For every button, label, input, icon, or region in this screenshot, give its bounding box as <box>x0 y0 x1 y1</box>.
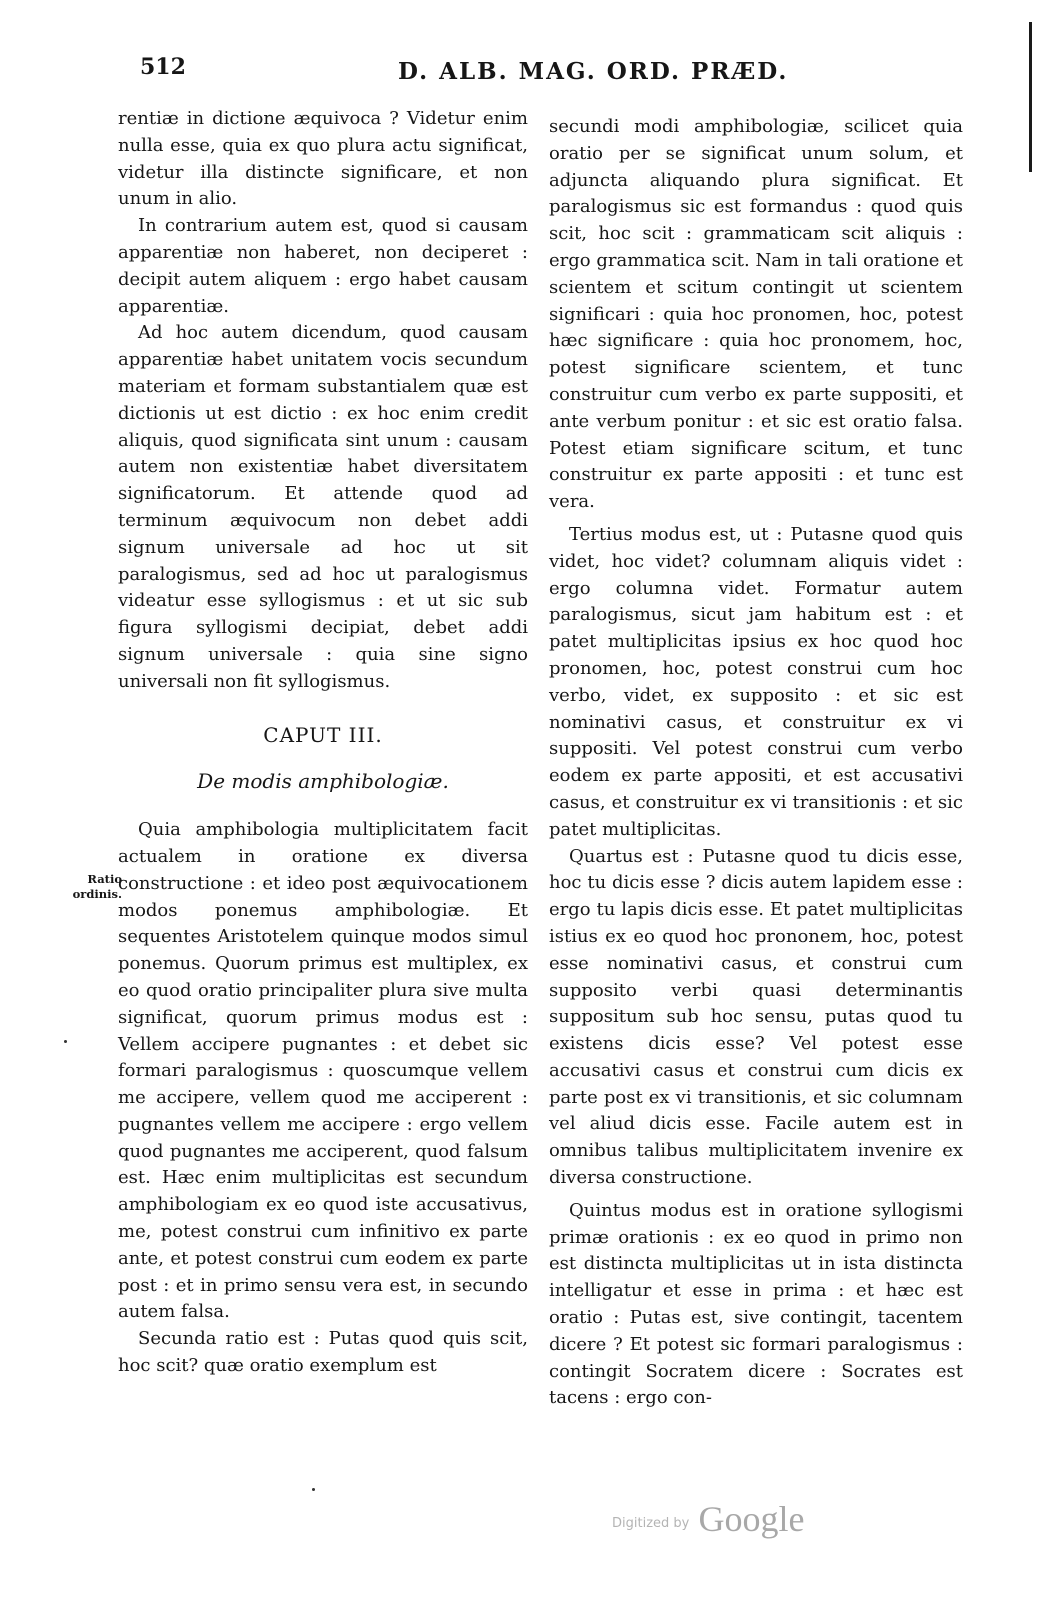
page-edge-line <box>1029 22 1032 172</box>
running-title: D. ALB. MAG. ORD. PRÆD. <box>398 58 789 85</box>
paragraph: Quintus modus est in oratione syllogismi primæ orationis : ex eo quod in primo non est distincta multiplicitas ut in ista distincta intelligatur et esse in prima : et hæc est oratio : Putas est, sive contingit, tacentem dicere ? Et potest sic formari paralogismus : contingit Socratem dicere : Socrates est tacens : ergo con- <box>549 1199 963 1409</box>
chapter-heading: CAPUT III. <box>263 722 383 747</box>
paragraph: Quia amphibologia multiplicitatem facit actualem in oratione ex diversa constructione : et ideo post æquivocationem modos ponemus amphibologiæ. Et sequentes Aristotelem quinque modos simul ponemus. Quorum primus est multiplex, ex eo quod oratio principaliter plura sive multa significat, quorum primus modus est : Vellem accipere pugnantes : et debet sic formari paralogismus : quoscumque vellem me accipere, vellem quod me acciperent : pugnantes vellem me accipere : ergo vellem quod pugnantes me acciperent, quod falsum est. Hæc enim multiplicitas est secundum amphibologiam ex eo quod iste accusativus, me, potest construi cum infinitivo ex parte ante, et potest construi cum eodem ex parte post : et in primo sensu vera est, in secundo autem falsa. <box>118 819 528 1323</box>
paragraph: Quartus est : Putasne quod tu dicis esse, hoc tu dicis esse ? dicis autem lapidem esse : ergo tu lapis dicis esse. Et patet multiplicitas istius ex eo quod hoc prononem, hoc, potest esse nominativi casus, et construi cum supposito verbi quasi determinantis suppositum sub hoc sensu, putas quod tu existens dicis esse? Vel potest esse accusativi casus et construi cum dicis ex parte post ex vi transitionis, et sic columnam vel aliud dicis esse. Facile autem est in omnibus talibus multiplicitatem invenire ex diversa constructione. <box>549 845 963 1189</box>
digitized-watermark <box>612 1498 804 1540</box>
right-column <box>549 114 963 1412</box>
left-column <box>118 106 528 1380</box>
paragraph: In contrarium autem est, quod si causam apparentiæ non haberet, non deciperet : decipit autem aliquem : ergo habet causam apparentiæ. <box>118 215 528 317</box>
paragraph: Secunda ratio est : Putas quod quis scit, hoc scit? quæ oratio exemplum est <box>118 1328 528 1377</box>
paragraph: secundi modi amphibologiæ, scilicet quia oratio per se significat unum solum, et adjuncta aliquando plura significat. Et paralogismus sic est formandus : quod quis scit, hoc scit : grammaticam scit aliquis : ergo grammatica scit. Nam in tali oratione et scientem et scitum contingit ut scientem significari : quia hoc pronomen, hoc, potest hæc significare : quia hoc pronomem, hoc, potest significare scientem, et tunc construitur cum verbo ex parte suppositi, et ante verbum ponitur : et sic est oratio falsa. Potest etiam significare scitum, et tunc construitur ex parte appositi : et tunc est vera. <box>549 116 963 513</box>
paragraph: rentiæ in dictione æquivoca ? Videtur enim nulla esse, quia ex quo plura actu significat, videtur illa distincte significare, et non unum in alio. <box>118 108 528 210</box>
digitized-by-label: Digitized by <box>612 1516 690 1531</box>
margin-note: Ratio ordinis. <box>72 872 122 901</box>
google-logo: Google <box>698 1499 805 1539</box>
chapter-subtitle: De modis amphibologiæ. <box>197 769 449 794</box>
paragraph: Tertius modus est, ut : Putasne quod quis videt, hoc videt? columnam aliquis videt : ergo columna videt. Formatur autem paralogismus, sicut jam habitum est : et patet multiplicitas ipsius ex hoc quod hoc pronomen, hoc, potest construi cum hoc verbo, videt, ex supposito : et sic est nominativi casus, et construitur ex vi suppositi. Vel potest construi cum verbo eodem ex parte appositi, et est accusativi casus, et construitur ex vi transitionis : et sic patet multiplicitas. <box>549 523 963 840</box>
paragraph: Ad hoc autem dicendum, quod causam apparentiæ habet unitatem vocis secundum materiam et formam substantialem quæ est dictionis ut est dictio : ex hoc enim credit aliquis, quod significata sint unum : causam autem non existentiæ habet diversitatem significatorum. Et attende quod ad terminum æquivocum non debet addi signum universale ad hoc ut sit paralogismus, sed ad hoc ut paralogismus videatur esse syllogismus : et ut sic sub figura syllogismi decipiat, debet addi signum universale : quia sine signo universali non fit syllogismus. <box>118 322 528 692</box>
print-speck <box>312 1488 315 1491</box>
page-number: 512 <box>140 54 186 80</box>
print-speck <box>64 1040 67 1043</box>
